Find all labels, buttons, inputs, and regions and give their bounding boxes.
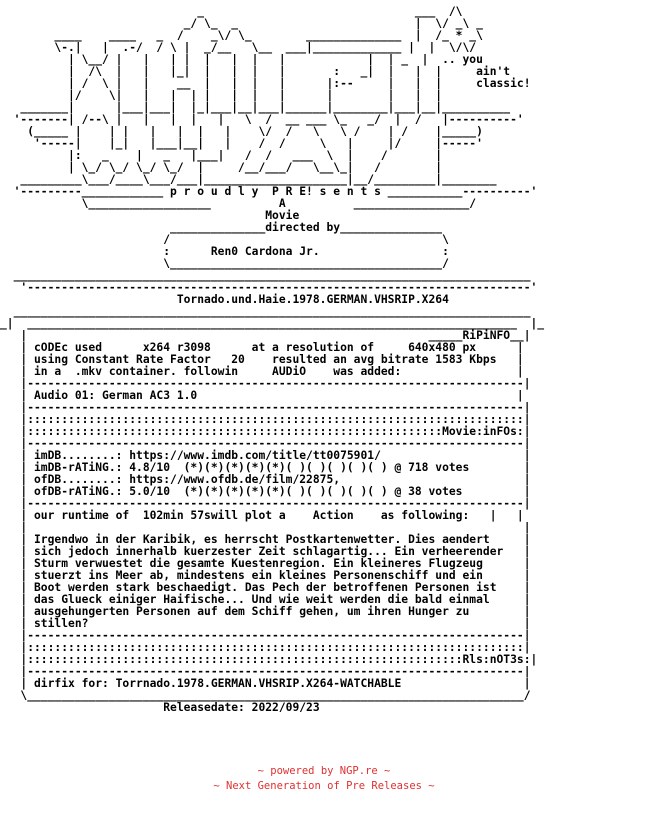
nfo-line: | _____RiPiNFO__| [0,329,531,342]
nfo-line: \-.| | .-/ / \ | _/__ \__ ___|_____________ | | \/\/ [0,41,477,54]
nfo-line: | our runtime of 102min 57swill plot a Action as following: | | [0,509,524,522]
nfo-line: '-----| |_| |___|__| | / / \ | |/ |-----' [0,137,483,150]
nfo-line: '---------____________ p r o u d l y P R E! s e n t s ___________----------' [0,185,538,198]
nfo-line: | /\ | | |_| | | | | : _| | | | ain't [0,65,511,78]
nfo-line: : Ren0 Cardona Jr. : [0,245,449,258]
nfo-line: | using Constant Rate Factor 20 resulted an avg bitrate 1583 Kbps | [0,353,524,366]
nfo-line: ______________directed by_______________ [0,221,443,234]
nfo-line: | stillen? | [0,617,531,630]
nfo-line: | dirfix for: Torrnado.1978.GERMAN.VHSRIP.X264-WATCHABLE | [0,677,531,690]
nfo-line: | \_/ \_/ \_/ \_/ | /__/___/ \__\_| / | [0,161,443,174]
nfo-line: \________________________________________/ [0,257,449,270]
nfo-line: |-------------------------------------------------------------------------| [0,497,531,510]
footer [0,764,648,794]
nfo-line: '-------| /--\ | | | | | \ / __ ___ \_ _/ | / |----------' [0,113,524,126]
nfo-line: \_________________________________________________________________________/ [0,689,531,702]
nfo-line: | Irgendwo in der Karibik, es herrscht Postkartenwetter. Dies aendert | [0,533,531,546]
nfo-line: _/ \_ _ | \/ _\ _ [0,17,483,30]
nfo-line: |-------------------------------------------------------------------------| [0,437,531,450]
nfo-line: | ausgehungerten Personen auf dem Schiff gehen, um ihren Hunger zu | [0,605,531,618]
nfo-line: | Sturm verwuestet die gesamte Kuestenregion. Ein kleineres Flugzeug | [0,557,531,570]
nfo-line: | Boot werden stark beschaedigt. Das Pech der betroffenen Personen ist | [0,581,531,594]
nfo-line: | cODEc used x264 r3098 at a resolution of 640x480 px | [0,341,524,354]
nfo-line: | das Glueck einiger Haifische... Und wie weit werden die bald einmal | [0,593,531,606]
nfo-line: | / \ | | __ | | | | |:-- | | | classic! [0,77,531,90]
nfo-line: / \ [0,233,449,246]
nfo-line: | ofDB-rATiNG.: 5.0/10 (*)(*)(*)(*)(*)( )( )( )( )( ) @ 38 votes | [0,485,531,498]
nfo-line: ____________________________________________________________________________ [0,269,531,282]
nfo-line: | | [0,521,531,534]
nfo-line: | imDB-rATiNG.: 4.8/10 (*)(*)(*)(*)(*)( )( )( )( )( ) @ 718 votes | [0,461,531,474]
nfo-line: |::::::::::::::::::::::::::::::::::::::::::::::::::::::::::::::::Rls:nOT3s:| [0,653,538,666]
nfo-line: ____________________________________________________________________________ [0,305,531,318]
nfo-line: |-------------------------------------------------------------------------| [0,377,531,390]
nfo-line: | ofDB........: https://www.ofdb.de/film/22875, | [0,473,531,486]
nfo-line: _________\___/____\___/___|_____________________|__/_________|________ [0,173,497,186]
nfo-line: Releasedate: 2022/09/23 [0,701,320,714]
nfo-line: | imDB........: https://www.imdb.com/title/tt0075901/ | [0,449,531,462]
nfo-line: |-------------------------------------------------------------------------| [0,665,531,678]
nfo-line: ____ ____ _ / _\/ \_ ______________ | /_ * _\ [0,29,483,42]
nfo-line: Movie [0,209,300,222]
nfo-line: |:::::::::::::::::::::::::::::::::::::::::::::::::::::::::::::::::::::::::| [0,641,531,654]
nfo-line: '--------------------------------------------------------------------------' [0,281,538,294]
nfo-line: |-------------------------------------------------------------------------| [0,401,531,414]
nfo-line: | sich jedoch innerhalb kuerzester Zeit schlagartig... Ein verheerender | [0,545,531,558]
nfo-line: |:::::::::::::::::::::::::::::::::::::::::::::::::::::::::::::::::::::::::| [0,413,531,426]
nfo-line: |:::::::::::::::::::::::::::::::::::::::::::::::::::::::::::::Movie:inFOs:| [0,425,531,438]
footer-tagline: ~ Next Generation of Pre Releases ~ [213,780,435,792]
nfo-line: _| ________________________________________________________________________ |_ [0,317,545,330]
nfo-line: |/ \| | | | | | | | | | | | [0,89,443,102]
footer-powered-by: ~ powered by NGP.re ~ [257,765,391,777]
nfo-line: |-------------------------------------------------------------------------| [0,629,531,642]
nfo-line: Tornado.und.Haie.1978.GERMAN.VHSRIP.X264 [0,293,449,306]
nfo-line: _______| |___|___| |_|___|__|___|______|________|___|__|__________ [0,101,511,114]
nfo-line: | \__/ | | | | | | | | | | _ | .. you [0,53,483,66]
nfo-line: | in a .mkv container. followin AUDiO was added: | [0,365,524,378]
nfo-ascii-art [0,6,544,714]
nfo-line: (_____ | | | | | | | \/ / \ \ / | / |_____) [0,125,483,138]
nfo-line: | Audio 01: German AC3 1.0 | [0,389,524,402]
nfo-line: _ ___ /\ [0,5,463,18]
nfo-line: |: _ | _ |___| / / ___ \ | / | [0,149,443,162]
nfo-line: | stuerzt ins Meer ab, mindestens ein kleines Personenschiff und ein | [0,569,531,582]
nfo-line: \__________________ A _________________/ [0,197,477,210]
